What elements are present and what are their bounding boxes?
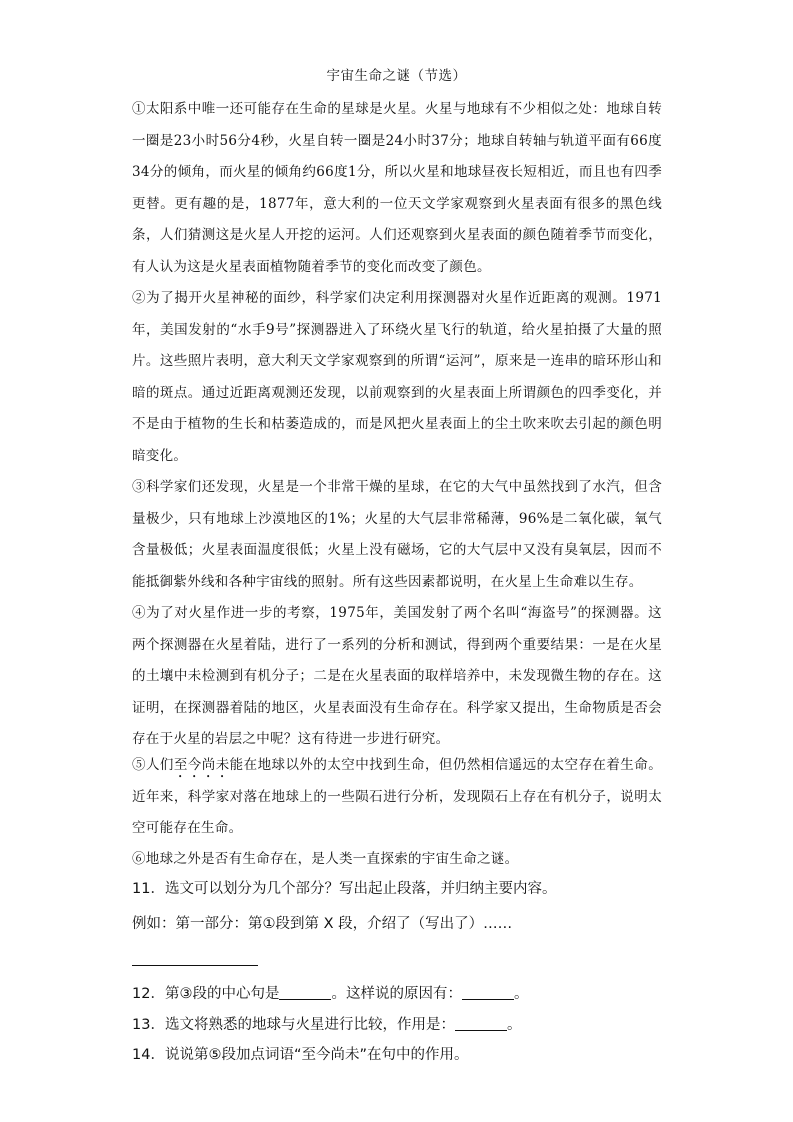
paragraph-5-lead: ⑤人们 [132,757,174,773]
question-13-text: 13．选文将熟悉的地球与火星进行比较，作用是： [132,1017,455,1033]
answer-blank[interactable] [279,985,331,1000]
question-12-text-2: 。这样说的原因有： [331,986,462,1002]
question-13-end: 。 [506,1017,522,1033]
paragraph-1: ①太阳系中唯一还可能存在生命的星球是火星。火星与地球有不少相似之处：地球自转一圈是23小时56分4秒，火星自转一圈是24小时37分；地球自转轴与轨道平面有66度34分的倾角，而火星的倾角约66度1分，所以火星和地球昼夜长短相近，而且也有四季更替。更有趣的是，1877年，意大利的一位天文学家观察到火星表面有很多的黑色线条，人们猜测这是火星人开挖的运河。人们还观察到火星表面的颜色随着季节而变化，有人认为这是火星表面植物随着季节的变化而改变了颜色。 [132,101,662,275]
answer-line[interactable] [132,965,258,966]
question-12-text: 12．第③段的中心句是 [132,986,280,1002]
question-13 [132,1014,672,1036]
paragraph-4: ④为了对火星作进一步的考察，1975年，美国发射了两个名叫“海盗号”的探测器。这两个探测器在火星着陆，进行了一系列的分析和测试，得到两个重要结果：一是在火星的土壤中未检测到有机分子；二是在火星表面的取样培养中，未发现微生物的存在。这证明，在探测器着陆的地区，火星表面没有生命存在。科学家又提出，生命物质是否会存在于火星的岩层之中呢？这有待进一步进行研究。 [132,605,662,748]
paragraph-3: ③科学家们还发现，火星是一个非常干燥的星球，在它的大气中虽然找到了水汽，但含量极少，只有地球上沙漠地区的1%；火星的大气层非常稀薄，96%是二氧化碳，氧气含量极低；火星表面温度很低；火星上没有磁场，它的大气层中又没有臭氧层，因而不能抵御紫外线和各种宇宙线的照射。所有这些因素都说明，在火星上生命难以生存。 [132,479,662,590]
paragraph-6: ⑥地球之外是否有生命存在，是人类一直探索的宇宙生命之谜。 [132,851,519,867]
question-11-example: 例如：第一部分：第①段到第 X 段，介绍了（写出了）…… [132,916,513,932]
paragraph-2: ②为了揭开火星神秘的面纱，科学家们决定利用探测器对火星作近距离的观测。1971年，美国发射的“水手9号”探测器进入了环绕火星飞行的轨道，给火星拍摄了大量的照片。这些照片表明，意大利天文学家观察到的所谓“运河”，原来是一连串的暗环形山和暗的斑点。通过近距离观测还发现，以前观察到的火星表面上所谓颜色的四季变化，并不是由于植物的生长和枯萎造成的，而是风把火星表面上的尘土吹来吹去引起的颜色明暗变化。 [132,290,662,464]
article-title: 宇宙生命之谜（节选） [326,68,467,84]
answer-blank[interactable] [462,985,514,1000]
answer-blank[interactable] [455,1016,507,1031]
question-12 [132,983,672,1005]
paragraph-5 [132,750,662,845]
question-11: 11．选文可以划分为几个部分？写出起止段落，并归纳主要内容。 [132,881,557,897]
question-12-end: 。 [513,986,529,1002]
question-14: 14．说说第⑤段加点词语“至今尚未”在句中的作用。 [132,1047,469,1063]
paragraph-5-rest: 能在地球以外的太空中找到生命，但仍然相信遥远的太空存在着生命。近年来，科学家对落在地球上的一些陨石进行分析，发现陨石上存在有机分子，说明太空可能存在生命。 [132,757,662,837]
emphasized-phrase: 至今尚未 [173,757,230,773]
